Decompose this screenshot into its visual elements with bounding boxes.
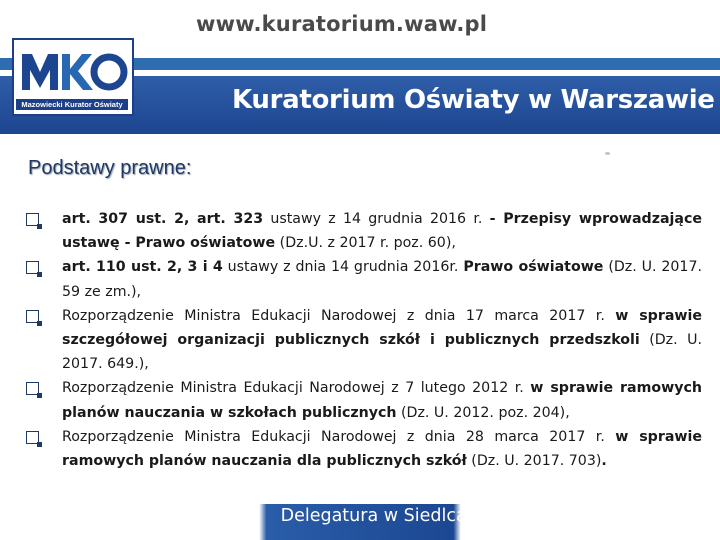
item-text-bold: w sprawie szczegółowej organizacji publicznych szkół i publicznych przedszkoli [62,307,702,349]
section-heading: Podstawy prawne: [28,157,192,179]
item-text: (Dz. U. 2017. 649.), [62,332,702,373]
mko-logo-mark [14,40,132,102]
item-text-bold: w sprawie ramowych planów nauczania dla publicznych szkół [62,428,702,470]
item-text: Rozporządzenie Ministra Edukacji Narodowej z 7 lutego 2012 r. [62,380,531,397]
checkbox-bullet-icon [26,213,39,226]
site-url[interactable]: www.kuratorium.waw.pl [196,12,488,36]
item-text: ustawy z dnia 14 grudnia 2016r. [222,259,464,276]
logo-caption: Mazowiecki Kurator Oświaty [16,99,128,110]
list-item [26,376,702,424]
checkbox-bullet-icon [26,261,39,274]
list-item [26,255,702,303]
item-text-bold: . [601,453,607,470]
footer-label: Delegatura w Siedlcach [280,506,488,526]
item-text: (Dz. U. 2012. poz. 204), [396,404,570,421]
item-text: (Dz. U. 2017. 59 ze zm.), [62,259,702,300]
checkbox-bullet-icon [26,310,39,323]
checkbox-bullet-icon [26,431,39,444]
list-item [26,207,702,255]
list-item [26,304,702,377]
item-text: (Dz. U. 2017. 703) [466,453,602,470]
item-text: (Dz.U. z 2017 r. poz. 60), [275,235,456,252]
item-text-bold: w sprawie ramowych planów nauczania w szkołach publicznych [62,380,703,421]
item-text: Rozporządzenie Ministra Edukacji Narodowej z dnia 28 marca 2017 r. [62,428,616,445]
legal-basis-list [26,207,702,473]
item-text: Rozporządzenie Ministra Edukacji Narodowej z dnia 17 marca 2017 r. [62,307,616,324]
item-text: ustawy z 14 grudnia 2016 r. [263,211,490,227]
checkbox-bullet-icon [26,382,39,395]
item-text-bold: art. 110 ust. 2, 3 i 4 [62,259,223,276]
page-title: Kuratorium Oświaty w Warszawie [232,85,715,115]
list-item [26,425,702,473]
item-text-bold: - Przepisy wprowadzające ustawę - Prawo oświatowe [62,211,703,252]
decorative-dot [605,152,610,155]
item-text-bold: art. 307 ust. 2, art. 323 [62,211,264,227]
item-text-bold: Prawo oświatowe [463,259,604,276]
